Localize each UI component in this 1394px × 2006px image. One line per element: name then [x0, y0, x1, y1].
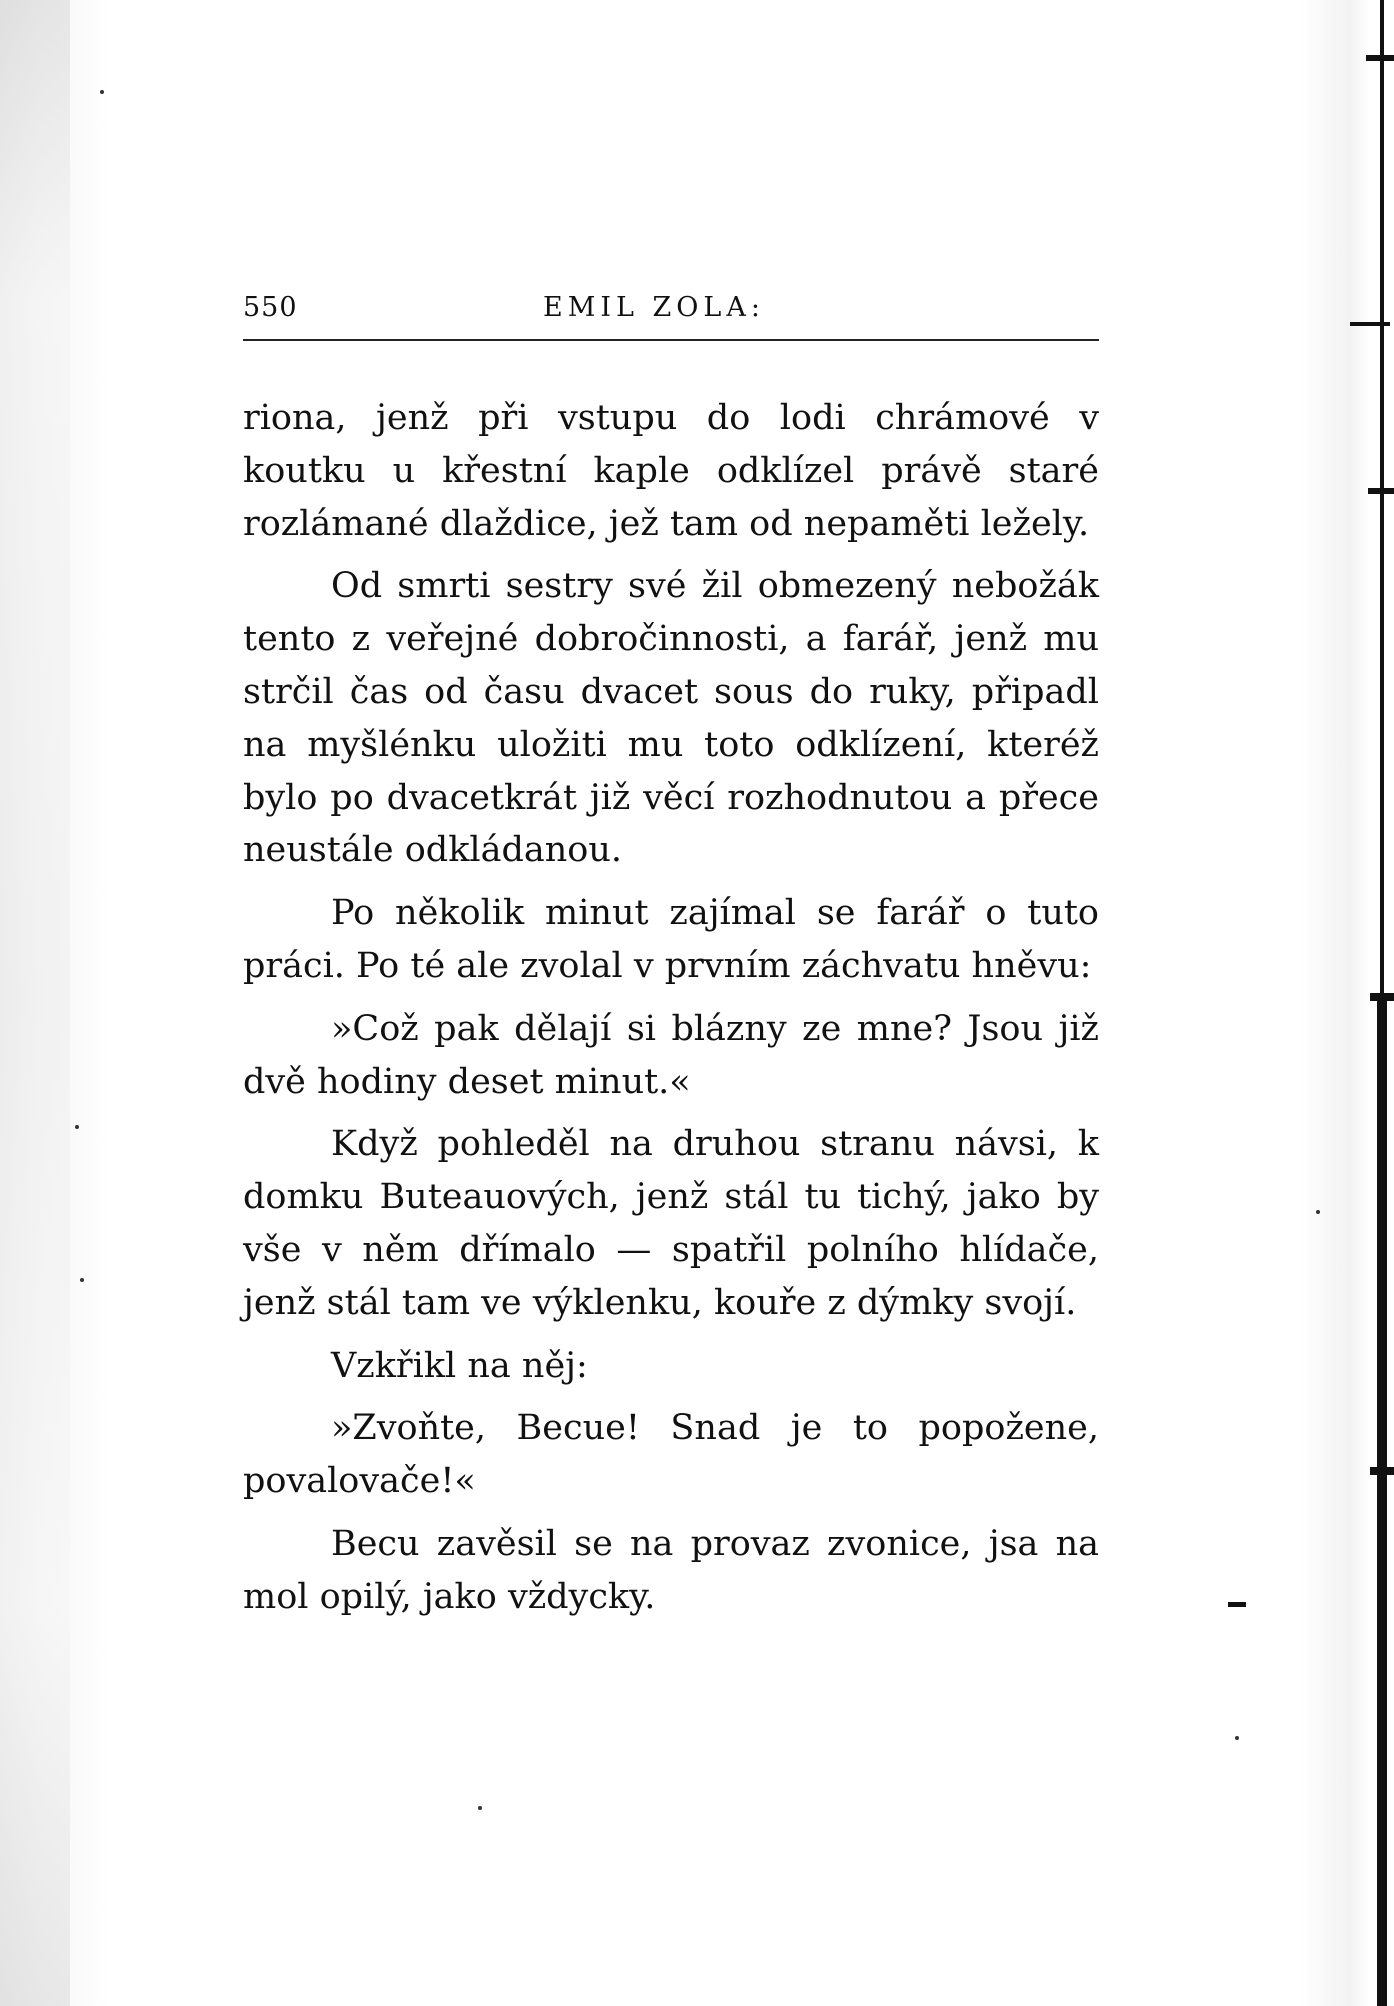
paragraph: Vzkřikl na něj: — [331, 1345, 588, 1386]
running-header — [243, 292, 1099, 342]
edge-border-thin — [1380, 0, 1384, 1000]
paragraph: riona, jenž při vstupu do lodi chrámové v koutku u křestní kaple odklízel právě staré rozlámané dlaždice, jež tam od nepaměti ležely. — [243, 398, 1099, 544]
edge-tick — [1366, 55, 1394, 61]
body-text — [243, 392, 1099, 1624]
edge-tick — [1370, 1467, 1394, 1475]
ink-speck — [478, 1806, 482, 1810]
ink-speck — [80, 1278, 84, 1282]
paragraph: »Což pak dělají si blázny ze mne? Jsou již dvě hodiny deset minut.« — [243, 1008, 1099, 1102]
paragraph: Když pohleděl na druhou stranu návsi, k domku Buteauových, jenž stál tu tichý, jako by vše v něm dřímalo — spatřil polního hlídače, jenž stál tam ve výklenku, kouře z dýmky svojí. — [243, 1124, 1099, 1323]
paragraph: Po několik minut zajímal se farář o tuto práci. Po té ale zvolal v prvním záchvatu hněvu: — [243, 893, 1099, 986]
page-shadow — [0, 0, 70, 2006]
ink-speck — [75, 1125, 79, 1129]
edge-tick — [1370, 993, 1394, 1001]
edge-tick — [1368, 488, 1394, 494]
ink-mark — [1228, 1602, 1246, 1607]
paragraph: »Zvoňte, Becue! Snad je to popožene, povalovače!« — [243, 1408, 1099, 1502]
ink-speck — [100, 90, 104, 94]
ink-speck — [1316, 1210, 1320, 1214]
page-number: 550 — [243, 292, 298, 323]
header-rule — [243, 339, 1099, 341]
paragraph: Od smrti sestry své žil obmezený nebožák tento z veřejné dobročinnosti, a farář, jenž mu strčil čas od času dvacet sous do ruky, připadl na myšlénku uložiti mu toto odklízení, kteréž bylo po dvacetkrát již věcí rozhodnutou a přece neustále odkládanou. — [243, 566, 1099, 871]
running-title: EMIL ZOLA: — [543, 292, 765, 323]
ink-speck — [1235, 1736, 1239, 1740]
edge-border-thick — [1377, 1000, 1387, 2006]
paragraph: Becu zavěsil se na provaz zvonice, jsa na mol opilý, jako vždycky. — [243, 1523, 1099, 1617]
edge-tick — [1350, 322, 1390, 326]
